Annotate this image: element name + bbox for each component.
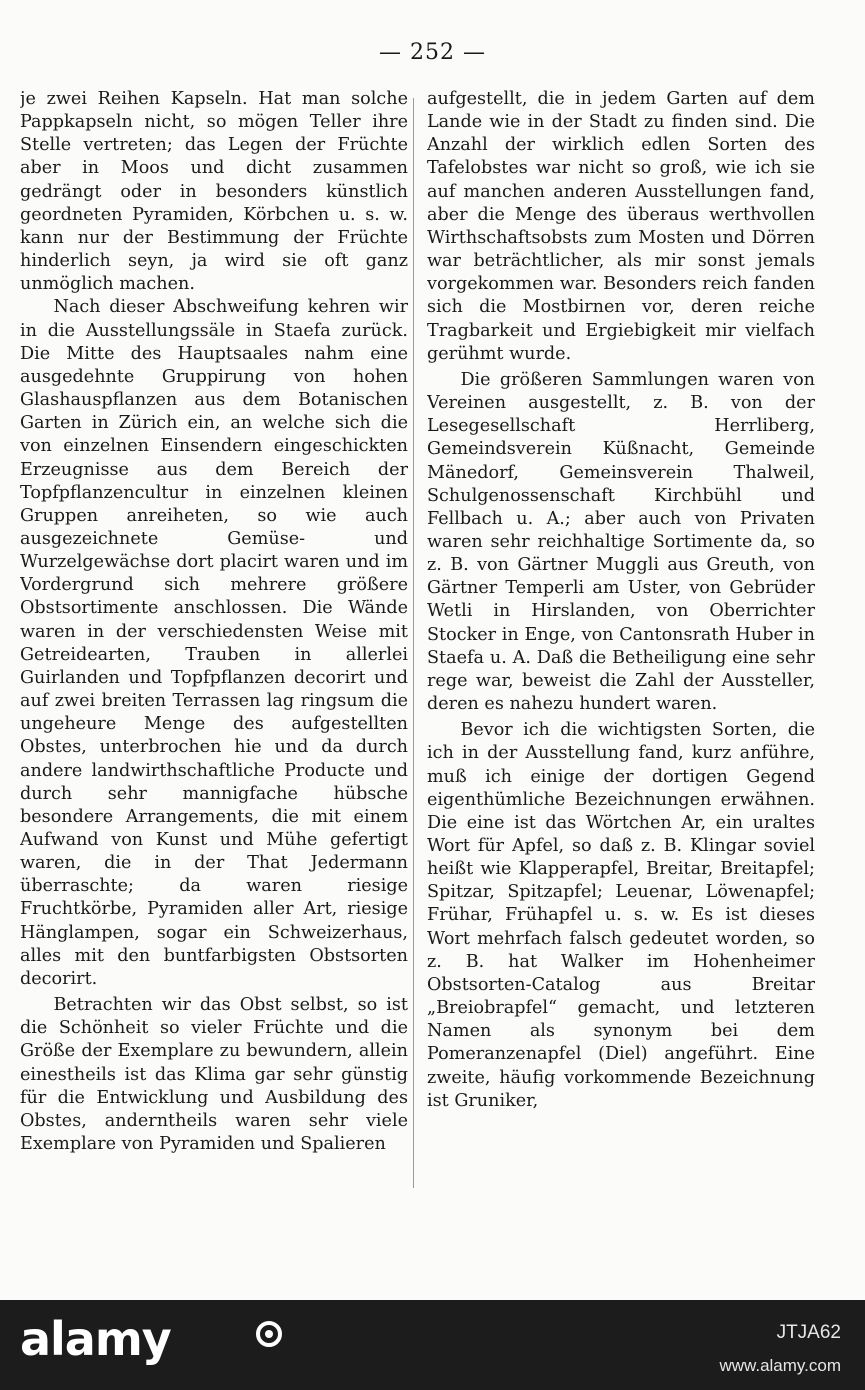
paragraph: Betrachten wir das Obst selbst, so ist die Schönheit so vieler Früchte und die Größe der Exemplare zu bewundern, allein einestheils ist das Klima gar sehr günstig für die Entwicklung und Ausbildung des Obstes, anderntheils waren sehr viele Exemplare von Pyramiden und Spalieren: [20, 995, 408, 1155]
stock-url: www.alamy.com: [719, 1356, 841, 1375]
alamy-logo-icon: [254, 1319, 284, 1349]
text-column-left: [20, 88, 408, 1188]
paragraph: Nach dieser Abschweifung kehren wir in die Ausstellungssäle in Staefa zurück. Die Mitte des Hauptsaales nahm eine ausgedehnte Gruppirung von hohen Glashauspflanzen aus dem Botanischen Garten in Zürich ein, an welche sich die von einzelnen Einsendern eingeschickten Erzeugnisse aus dem Bereich der Topfpflanzencultur in einzelnen kleinen Gruppen anreiheten, so wie auch ausgezeichnete Gemüse- und Wurzelgewächse dort placirt waren und im Vordergrund sich mehrere größere Obstsortimente anschlossen. Die Wände waren in der verschiedensten Weise mit Getreidearten, Trauben in allerlei Guirlanden und Topfpflanzen decorirt und auf zwei breiten Terrassen lag ringsum die ungeheure Menge des aufgestellten Obstes, unterbrochen hie und da durch andere landwirthschaftliche Producte und durch sehr mannigfache hübsche besondere Arrangements, die mit einem Aufwand von Kunst und Mühe gefertigt waren, die in der That Jedermann überraschte; da waren riesige Fruchtkörbe, Pyramiden aller Art, riesige Hänglampen, sogar ein Schweizerhaus, alles mit den buntfarbigsten Obstsorten decorirt.: [20, 297, 408, 989]
paragraph: Bevor ich die wichtigsten Sorten, die ich in der Ausstellung fand, kurz anführe, muß ich einige der dortigen Gegend eigenthümliche Bezeichnungen erwähnen. Die eine ist das Wörtchen Ar, ein uraltes Wort für Apfel, so daß z. B. Klingar soviel heißt wie Klapperapfel, Breitar, Breitapfel; Spitzar, Spitzapfel; Leuenar, Löwenapfel; Frühar, Frühapfel u. s. w. Es ist dieses Wort mehrfach falsch gedeutet worden, so z. B. hat Walker im Hohenheimer Obstsorten-Catalog aus Breitar „Breiobrapfel“ gemacht, und letzteren Namen als synonym bei dem Pomeranzenapfel (Diel) angeführt. Eine zweite, häufig vorkommende Bezeichnung ist Gruniker,: [427, 720, 815, 1111]
paragraph: je zwei Reihen Kapseln. Hat man solche Pappkapseln nicht, so mögen Teller ihre Stelle vertreten; das Legen der Früchte aber in Moos und dicht zusammen gedrängt oder in besonders künstlich geordneten Pyramiden, Körbchen u. s. w. kann nur der Bestimmung der Früchte hinderlich seyn, ja wird sie oft ganz unmöglich machen.: [20, 89, 408, 295]
page-number: — 252 —: [379, 40, 486, 65]
alamy-logo: alamy: [20, 1312, 171, 1366]
stock-image-id: JTJA62: [776, 1322, 841, 1343]
column-divider: [413, 98, 414, 1188]
paragraph: aufgestellt, die in jedem Garten auf dem Lande wie in der Stadt zu finden sind. Die Anzahl der wirklich edlen Sorten des Tafelobstes war nicht so groß, wie ich sie auf manchen anderen Ausstellungen fand, aber die Menge des überaus werthvollen Wirthschaftsobsts zum Mosten und Dörren war beträchtlicher, als mir sonst jemals vorgekommen war. Besonders reich fanden sich die Mostbirnen vor, deren reiche Tragbarkeit und Ergiebigkeit mir vielfach gerühmt wurde.: [427, 89, 815, 364]
paragraph: Die größeren Sammlungen waren von Vereinen ausgestellt, z. B. von der Lesegesellschaft Herrliberg, Gemeindsverein Küßnacht, Gemeinde Mänedorf, Gemeinsverein Thalweil, Schulgenossenschaft Kirchbühl und Fellbach u. A.; aber auch von Privaten waren sehr reichhaltige Sortimente da, so z. B. von Gärtner Muggli aus Greuth, von Gärtner Temperli am Uster, von Gebrüder Wetli in Hirslanden, von Oberrichter Stocker in Enge, von Cantonsrath Huber in Staefa u. A. Daß die Betheiligung eine sehr rege war, beweist die Zahl der Aussteller, deren es nahezu hundert waren.: [427, 369, 815, 715]
text-column-right: [427, 88, 815, 1188]
